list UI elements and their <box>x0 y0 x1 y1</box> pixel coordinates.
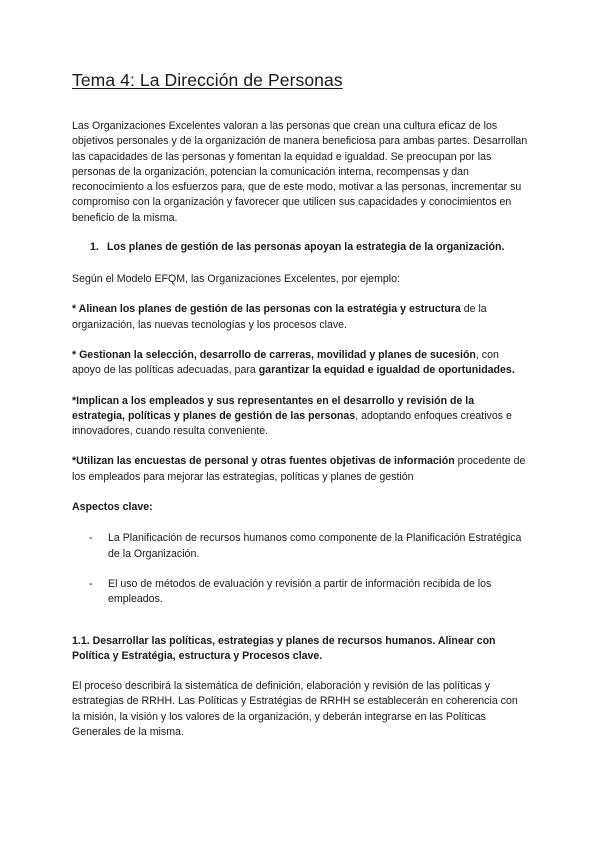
bullet-dash: - <box>89 577 93 590</box>
section-1-1-heading: 1.1. Desarrollar las políticas, estrategias y planes de recursos humanos. Alinear con Política y Estratégia, estructura y Procesos clave. <box>72 634 496 662</box>
list-item-text: El uso de métodos de evaluación y revisión a partir de información recibida de los empleados. <box>108 577 492 606</box>
item-text: procedente de los empleados para mejorar las estrategias, políticas y planes de gestión <box>72 455 526 483</box>
item-text: de la organización, las nuevas tecnologías y los procesos clave. <box>72 303 487 331</box>
item-text: , con apoyo de las políticas adecuadas, para <box>72 348 499 377</box>
aspects-title: Aspectos clave: <box>72 501 153 514</box>
item-manage-selection <box>72 348 528 379</box>
section-1-number: 1. <box>90 241 99 254</box>
item-use-surveys <box>72 454 528 485</box>
list-item <box>72 577 528 608</box>
intro-paragraph: Las Organizaciones Excelentes valoran a las personas que crean una cultura eficaz de los objetivos personales y de la organización de manera beneficiosa para ambas partes. Desarrollan las capacidades de las personas y fomentan la equidad e igualdad. Se preocupan por las personas de la organización, potencian la comunicación interna, recompensas y dan reconocimiento a los esfuerzos para, que de este modo, motivar a las personas, incrementar su compromiso con la organización y favorecer que utilicen sus capacidades y conocimientos en beneficio de la misma. <box>72 120 528 224</box>
efqm-intro: Según el Modelo EFQM, las Organizaciones Excelentes, por ejemplo: <box>72 273 400 286</box>
item-text: , adoptando enfoques creativos e innovadores, cuando resulta conveniente. <box>72 409 512 438</box>
item-bold-text: * Alinean los planes de gestión de las personas con la estratégia y estructura <box>72 303 461 316</box>
item-bold-text: *Utilizan las encuestas de personal y otras fuentes objetivas de información <box>72 455 455 468</box>
section-1-title: Los planes de gestión de las personas apoyan la estrategia de la organización. <box>107 241 505 254</box>
bullet-dash: - <box>89 532 93 545</box>
list-item-text: La Planificación de recursos humanos como componente de la Planificación Estratégica de la Organización. <box>108 532 522 560</box>
item-bold-text: * Gestionan la selección, desarrollo de carreras, movilidad y planes de sucesión <box>72 348 476 361</box>
item-align-plans <box>72 302 528 333</box>
item-bold-text: *Implican a los empleados y sus representantes en el desarrollo y revisión de la estrategia, políticas y planes de gestión de las personas <box>72 394 475 422</box>
aspects-list <box>72 531 528 607</box>
section-1-heading <box>90 240 528 255</box>
list-item <box>72 531 528 562</box>
page-title: Tema 4: La Dirección de Personas <box>72 70 343 90</box>
item-involve-employees <box>72 394 528 440</box>
item-bold-text-2: garantizar la equidad e igualdad de oportunidades. <box>258 364 515 377</box>
section-1-1-body: El proceso describirá la sistemática de definición, elaboración y revisión de las políticas y estrategias de RRHH. Las Políticas y Estratégias de RRHH se establecerán en coherencia con la misión, la visión y los valores de la organización, y deberán integrarse en las Políticas Generales de la misma. <box>72 680 518 739</box>
